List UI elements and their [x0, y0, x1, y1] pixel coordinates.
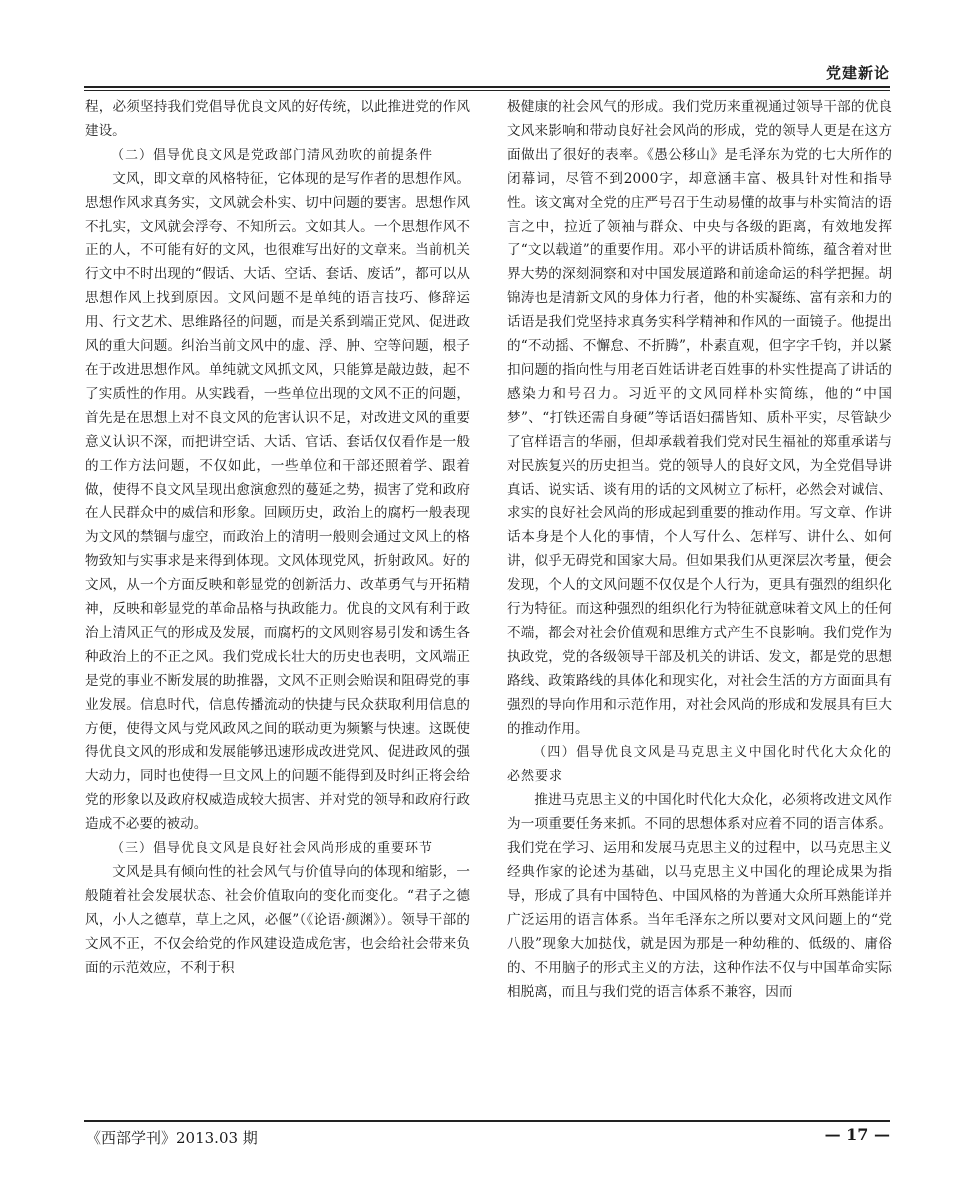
left-column — [85, 96, 470, 981]
paragraph: 程，必须坚持我们党倡导优良文风的好传统，以此推进党的作风建设。 — [85, 99, 470, 139]
right-column — [507, 96, 892, 1004]
paragraph: 文风是具有倾向性的社会风气与价值导向的体现和缩影，一般随着社会发展状态、社会价值取向的变化而变化。“君子之德风，小人之德草，草上之风，必偃”（《论语·颜渊》）。领导干部的文风不正，不仅会给党的作风建设造成危害，也会给社会带来负面的示范效应，不利于积 — [85, 864, 470, 976]
paragraph: 推进马克思主义的中国化时代化大众化，必须将改进文风作为一项重要任务来抓。不同的思想体系对应着不同的语言体系。我们党在学习、运用和发展马克思主义的过程中，以马克思主义经典作家的论述为基础，以马克思主义中国化的理论成果为指导，形成了具有中国特色、中国风格的为普通大众所耳熟能详并广泛运用的语言体系。当年毛泽东之所以要对文风问题上的“党八股”现象大加挞伐，就是因为那是一种幼稚的、低级的、庸俗的、不用脑子的形式主义的方法，这种作法不仅与中国革命实际相脱离，而且与我们党的语言体系不兼容，因而 — [507, 792, 892, 1000]
subheading: （四）倡导优良文风是马克思主义中国化时代化大众化的必然要求 — [507, 745, 892, 785]
page-number: — 17 — — [824, 1125, 890, 1144]
paragraph: 极健康的社会风气的形成。我们党历来重视通过领导干部的优良文风来影响和带动良好社会风尚的形成，党的领导人更是在这方面做出了很好的表率。《愚公移山》是毛泽东为党的七大所作的闭幕词，尽管不到2000字，却意涵丰富、极具针对性和指导性。该文寓对全党的庄严号召于生动易懂的故事与朴实简洁的语言之中，拉近了领袖与群众、中央与各级的距离，有效地发挥了“文以载道”的重要作用。邓小平的讲话质朴简练，蕴含着对世界大势的深刻洞察和对中国发展道路和前途命运的科学把握。胡锦涛也是清新文风的身体力行者，他的朴实凝练、富有亲和力的话语是我们党坚持求真务实科学精神和作风的一面镜子。他提出的“不动摇、不懈怠、不折腾”，朴素直观，但字字千钧，并以紧扣问题的指向性与用老百姓话讲老百姓事的朴实性提高了讲话的感染力和号召力。习近平的文风同样朴实简练，他的“中国梦”、“打铁还需自身硬”等话语妇孺皆知、质朴平实，尽管缺少了官样语言的华丽，但却承载着我们党对民生福祉的郑重承诺与对民族复兴的历史担当。党的领导人的良好文风，为全党倡导讲真话、说实话、谈有用的话的文风树立了标杆，必然会对诚信、求实的良好社会风尚的形成起到重要的推动作用。写文章、作讲话本身是个人化的事情，个人写什么、怎样写、讲什么、如何讲，似乎无碍党和国家大局。但如果我们从更深层次考量，便会发现，个人的文风问题不仅仅是个人行为，更具有强烈的组织化行为特征。而这种强烈的组织化行为特征就意味着文风上的任何不端，都会对社会价值观和思维方式产生不良影响。我们党作为执政党，党的各级领导干部及机关的讲话、发文，都是党的思想路线、政策路线的具体化和现实化，对社会生活的方方面面具有强烈的导向作用和示范作用，对社会风尚的形成和发展具有巨大的推动作用。 — [507, 99, 892, 737]
paragraph: 文风，即文章的风格特征，它体现的是写作者的思想作风。思想作风求真务实，文风就会朴实、切中问题的要害。思想作风不扎实，文风就会浮夸、不知所云。文如其人。一个思想作风不正的人，不可能有好的文风，也很难写出好的文章来。当前机关行文中不时出现的“假话、大话、空话、套话、废话”，都可以从思想作风上找到原因。文风问题不是单纯的语言技巧、修辞运用、行文艺术、思维路径的问题，而是关系到端正党风、促进政风的重大问题。纠治当前文风中的虚、浮、肿、空等问题，根子在于改进思想作风。单纯就文风抓文风，只能算是敲边鼓，起不了实质性的作用。从实践看，一些单位出现的文风不正的问题，首先是在思想上对不良文风的危害认识不足，对改进文风的重要意义认识不深，而把讲空话、大话、官话、套话仅仅看作是一般的工作方法问题，不仅如此，一些单位和干部还照着学、跟着做，使得不良文风呈现出愈演愈烈的蔓延之势，损害了党和政府在人民群众中的威信和形象。回顾历史，政治上的腐朽一般表现为文风的禁锢与虚空，而政治上的清明一般则会通过文风上的格物致知与实事求是来得到体现。文风体现党风，折射政风。好的文风，从一个方面反映和彰显党的创新活力、改革勇气与开拓精神，反映和彰显党的革命品格与执政能力。优良的文风有利于政治上清风正气的形成及发展，而腐朽的文风则容易引发和诱生各种政治上的不正之风。我们党成长壮大的历史也表明，文风端正是党的事业不断发展的助推器，文风不正则会贻误和阻碍党的事业发展。信息时代，信息传播流动的快捷与民众获取利用信息的方便，使得文风与党风政风之间的联动更为频繁与快速。这既使得优良文风的形成和发展能够迅速形成改进党风、促进政风的强大动力，同时也使得一旦文风上的问题不能得到及时纠正将会给党的形象以及政府权威造成较大损害、并对党的领导和政府行政造成不必要的被动。 — [85, 170, 470, 833]
journal-issue: 《西部学刊》2013.03 期 — [86, 1129, 258, 1147]
header-rule — [84, 86, 890, 88]
section-title: 党建新论 — [825, 64, 890, 82]
subheading: （三）倡导优良文风是良好社会风尚形成的重要环节 — [111, 841, 434, 857]
header-rule-thin — [84, 90, 890, 91]
footer-rule — [84, 1120, 890, 1122]
subheading: （二）倡导优良文风是党政部门清风劲吹的前提条件 — [111, 147, 434, 163]
